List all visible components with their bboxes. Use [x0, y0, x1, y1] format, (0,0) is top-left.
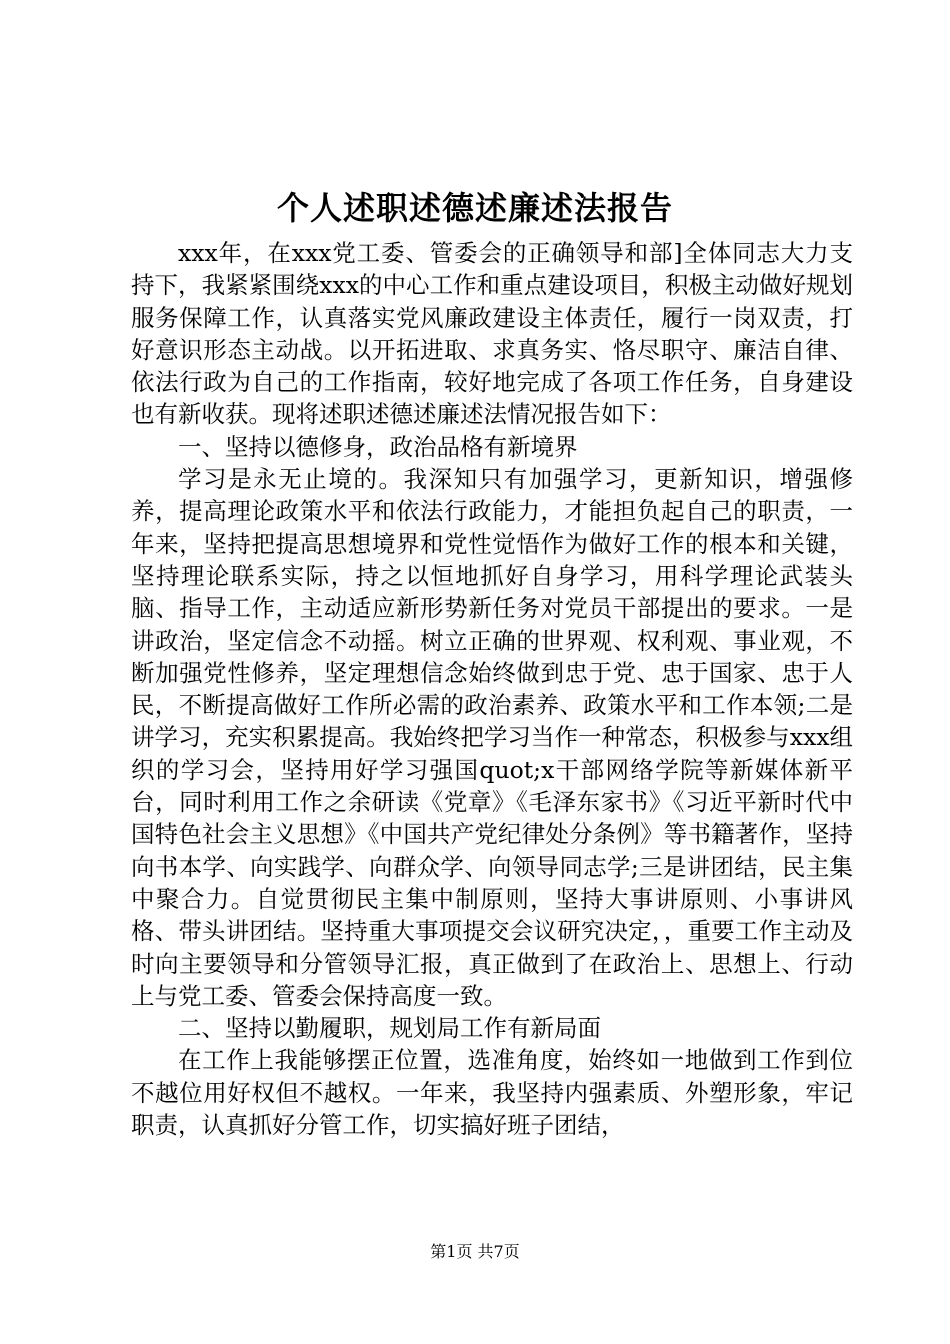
section-heading-1: 一、坚持以德修身，政治品格有新境界: [178, 432, 578, 461]
page-number-footer: 第1页 共7页: [430, 1242, 520, 1261]
section-paragraph-1: 学习是永无止境的。我深知只有加强学习，更新知识，增强修养，提高理论政策水平和依法行政能力，才能担负起自己的职责，一年来，坚持把提高思想境界和党性觉悟作为做好工作的根本和关键，坚持理论联系实际，持之以恒地抓好自身学习，用科学理论武装头脑、指导工作，主动适应新形势新任务对党员干部提出的要求。一是讲政治，坚定信念不动摇。树立正确的世界观、权利观、事业观，不断加强党性修养，坚定理想信念始终做到忠于党、忠于国家、忠于人民，不断提高做好工作所必需的政治素养、政策水平和工作本领;二是讲学习，充实积累提高。我始终把学习当作一种常态，积极参与xxx组织的学习会，坚持用好学习强国quot;x干部网络学院等新媒体新平台，同时利用工作之余研读《党章》《毛泽东家书》《习近平新时代中国特色社会主义思想》《中国共产党纪律处分条例》等书籍著作，坚持向书本学、向实践学、向群众学、向领导同志学;三是讲团结，民主集中聚合力。自觉贯彻民主集中制原则，坚持大事讲原则、小事讲风格、带头讲团结。坚持重大事项提交会议研究决定，，重要工作主动及时向主要领导和分管领导汇报，真正做到了在政治上、思想上、行动上与党工委、管委会保持高度一致。: [131, 465, 853, 1010]
document-body: [131, 237, 853, 1141]
section-paragraph-2: 在工作上我能够摆正位置，选准角度，始终如一地做到工作到位不越位用好权但不越权。一年来，我坚持内强素质、外塑形象，牢记职责，认真抓好分管工作，切实搞好班子团结，: [131, 1046, 853, 1140]
document-title: 个人述职述德述廉述法报告: [276, 189, 673, 227]
section-heading-2: 二、坚持以勤履职，规划局工作有新局面: [178, 1014, 601, 1043]
intro-paragraph: xxx年，在xxx党工委、管委会的正确领导和部]全体同志大力支持下，我紧紧围绕xxx的中心工作和重点建设项目，积极主动做好规划服务保障工作，认真落实党风廉政建设主体责任，履行一岗双责，打好意识形态主动战。以开拓进取、求真务实、恪尽职守、廉洁自律、依法行政为自己的工作指南，较好地完成了各项工作任务，自身建设也有新收获。现将述职述德述廉述法情况报告如下：: [131, 239, 853, 429]
